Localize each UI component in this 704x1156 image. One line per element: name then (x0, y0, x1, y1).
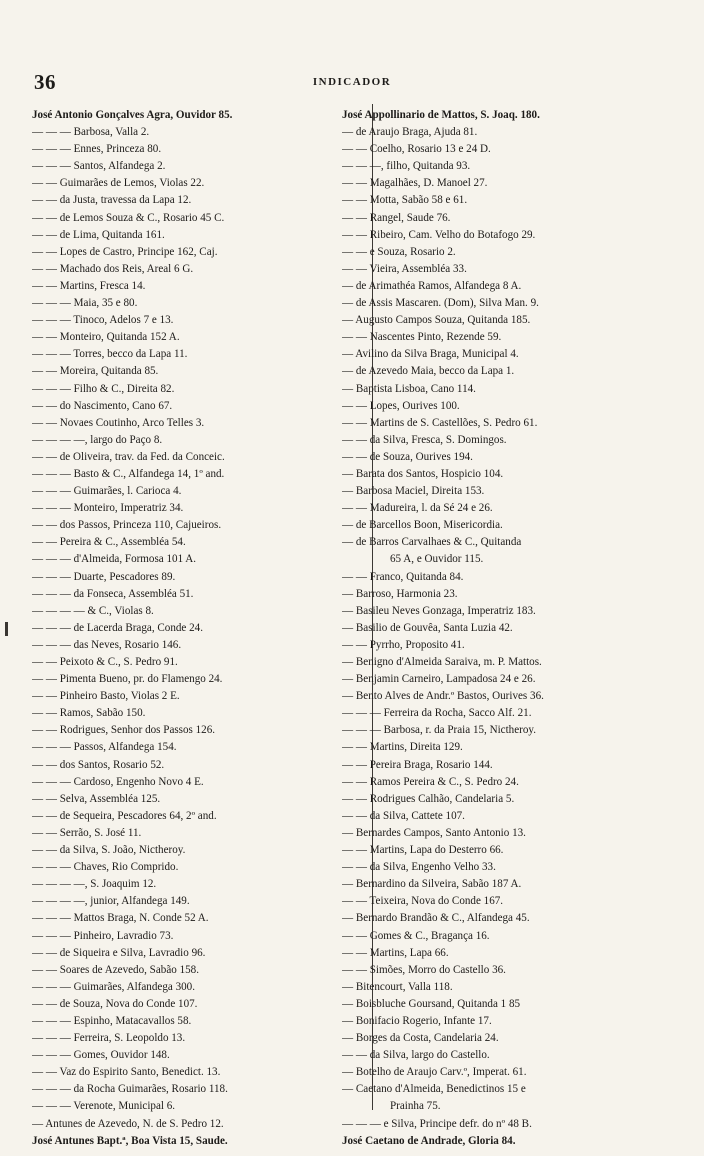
directory-entry: — — — Maia, 35 e 80. (32, 297, 138, 310)
directory-entry: — — da Silva, S. João, Nictheroy. (32, 844, 186, 857)
directory-entry: — — — de Lacerda Braga, Conde 24. (32, 621, 203, 634)
directory-entry: — Basileu Neves Gonzaga, Imperatriz 183. (342, 604, 536, 617)
directory-entry: — — — — & C., Violas 8. (32, 604, 154, 617)
directory-entry: — Bento Alves de Andr.º Bastos, Ourives 36. (342, 690, 544, 703)
directory-entry: — — — Torres, becco da Lapa 11. (32, 348, 188, 361)
directory-entry: — — — Ferreira, S. Leopoldo 13. (32, 1032, 186, 1045)
directory-entry: — — — da Rocha Guimarães, Rosario 118. (32, 1083, 228, 1096)
directory-entry: — — — das Neves, Rosario 146. (32, 638, 182, 651)
directory-entry: — — — Guimarães, Alfandega 300. (32, 980, 195, 993)
directory-entry: — Antunes de Azevedo, N. de S. Pedro 12. (32, 1117, 224, 1130)
directory-entry: — — Pimenta Bueno, pr. do Flamengo 24. (32, 673, 223, 686)
directory-entry: — — — Ferreira da Rocha, Sacco Alf. 21. (342, 707, 532, 720)
directory-entry: — — — Monteiro, Imperatriz 34. (32, 502, 184, 515)
directory-entry: — — Martins, Lapa 66. (342, 946, 449, 959)
directory-entry: — — Pereira & C., Assembléa 54. (32, 536, 186, 549)
directory-entry: — — Rodrigues Calhão, Candelaria 5. (342, 792, 515, 805)
directory-entry: — — — Gomes, Ouvidor 148. (32, 1049, 170, 1062)
directory-entry: — — — Tinoco, Adelos 7 e 13. (32, 314, 174, 327)
directory-entry: — — Coelho, Rosario 13 e 24 D. (342, 143, 491, 156)
directory-entry: — de Azevedo Maia, becco da Lapa 1. (342, 365, 515, 378)
directory-entry: — Avilino da Silva Braga, Municipal 4. (342, 348, 519, 361)
directory-entry: — — dos Santos, Rosario 52. (32, 758, 165, 771)
page-number: 36 (34, 70, 56, 94)
directory-entry: — Barbosa Maciel, Direita 153. (342, 485, 485, 498)
directory-entry: — de Barros Carvalhaes & C., Quitanda (342, 536, 522, 549)
directory-entry: — — Moreira, Quitanda 85. (32, 365, 159, 378)
directory-entry: — — da Silva, largo do Castello. (342, 1049, 490, 1062)
directory-entry: — — Gomes & C., Bragança 16. (342, 929, 490, 942)
directory-entry: José Antonio Gonçalves Agra, Ouvidor 85. (32, 109, 233, 121)
directory-entry: — — —, filho, Quitanda 93. (342, 160, 471, 173)
directory-entry: — — Ribeiro, Cam. Velho do Botafogo 29. (342, 228, 536, 241)
directory-entry: — — do Nascimento, Cano 67. (32, 399, 173, 412)
directory-entry: — — — e Silva, Principe defr. do nº 48 B. (342, 1117, 532, 1130)
directory-entry: — — Peixoto & C., S. Pedro 91. (32, 656, 178, 668)
directory-entry: — — — Santos, Alfandega 2. (32, 160, 166, 173)
directory-entry: — Boisbluche Goursand, Quitanda 1 85 (342, 997, 521, 1010)
directory-entry: — — — da Fonseca, Assembléa 51. (32, 587, 194, 600)
directory-entry: — — de Siqueira e Silva, Lavradio 96. (32, 946, 206, 959)
directory-entry: — — Vaz do Espirito Santo, Benedict. 13. (32, 1066, 221, 1079)
directory-entry: — — da Justa, travessa da Lapa 12. (32, 194, 192, 207)
directory-entry: — — e Souza, Rosario 2. (342, 245, 456, 258)
directory-entry: — — — Barbosa, Valla 2. (32, 126, 150, 139)
directory-entry: — — — Filho & C., Direita 82. (32, 382, 175, 395)
directory-entry: — — Novaes Coutinho, Arco Telles 3. (32, 416, 205, 429)
directory-entry: — — Monteiro, Quitanda 152 A. (32, 331, 180, 344)
directory-entry: José Appollinario de Mattos, S. Joaq. 180. (342, 109, 540, 121)
directory-entry: — Botelho de Araujo Carv.º, Imperat. 61. (342, 1066, 527, 1079)
directory-entry: — Bitencourt, Valla 118. (342, 980, 453, 993)
directory-entry: — — — Barbosa, r. da Praia 15, Nictheroy. (342, 724, 536, 737)
directory-entry: — — — d'Almeida, Formosa 101 A. (32, 553, 197, 566)
directory-entry: — — Teixeira, Nova do Conde 167. (342, 895, 504, 908)
directory-entry: — de Arimathéa Ramos, Alfandega 8 A. (342, 279, 522, 292)
directory-entry: — Bernardino da Silveira, Sabão 187 A. (342, 878, 522, 891)
right-column (342, 107, 700, 1150)
directory-entry: — — Rodrigues, Senhor dos Passos 126. (32, 724, 216, 737)
directory-entry: — — da Silva, Fresca, S. Domingos. (342, 433, 507, 446)
directory-entry: — — Lopes, Ourives 100. (342, 399, 460, 412)
directory-entry: — — — Verenote, Municipal 6. (32, 1100, 176, 1113)
directory-entry: — — — Cardoso, Engenho Novo 4 E. (32, 775, 204, 788)
directory-entry: — Bernardes Campos, Santo Antonio 13. (342, 826, 526, 839)
directory-entry: — — — Ennes, Princeza 80. (32, 143, 162, 156)
directory-entry: — — Martins, Fresca 14. (32, 279, 146, 292)
directory-entry: — — Motta, Sabão 58 e 61. (342, 194, 468, 207)
directory-entry: — — Ramos Pereira & C., S. Pedro 24. (342, 775, 519, 788)
directory-entry: — — Martins de S. Castellões, S. Pedro 61. (342, 416, 538, 429)
directory-entry: — — Pinheiro Basto, Violas 2 E. (32, 690, 180, 703)
directory-entry: — — — —, junior, Alfandega 149. (32, 895, 190, 908)
directory-entry: — Bonifacio Rogerio, Infante 17. (342, 1014, 492, 1027)
directory-entry: — Bernardo Brandão & C., Alfandega 45. (342, 912, 530, 925)
directory-entry: — — Nascentes Pinto, Rezende 59. (342, 331, 502, 344)
directory-entry: — — de Souza, Ourives 194. (342, 450, 473, 463)
directory-entry: — — — Mattos Braga, N. Conde 52 A. (32, 912, 209, 925)
directory-entry: — — Martins, Direita 129. (342, 741, 463, 754)
directory-entry: — Barata dos Santos, Hospicio 104. (342, 467, 504, 480)
directory-entry: — Basilio de Gouvêa, Santa Luzia 42. (342, 621, 513, 634)
margin-mark (5, 622, 8, 636)
directory-entry: — — Machado dos Reis, Areal 6 G. (32, 262, 194, 275)
directory-entry: — — — Espinho, Matacavallos 58. (32, 1014, 192, 1027)
directory-entry: — — Magalhães, D. Manoel 27. (342, 177, 488, 190)
directory-entry: — Caetano d'Almeida, Benedictinos 15 e (342, 1083, 526, 1096)
directory-entry: — — Madureira, l. da Sé 24 e 26. (342, 502, 493, 515)
directory-entry: — — da Silva, Engenho Velho 33. (342, 861, 496, 874)
directory-entry: — — Franco, Quitanda 84. (342, 570, 464, 583)
directory-entry: — — Pereira Braga, Rosario 144. (342, 758, 493, 771)
directory-entry: — — de Souza, Nova do Conde 107. (32, 997, 198, 1010)
directory-entry: — — — Guimarães, l. Carioca 4. (32, 485, 182, 498)
directory-entry: — de Araujo Braga, Ajuda 81. (342, 126, 478, 139)
directory-entry: — — — —, largo do Paço 8. (32, 433, 163, 446)
directory-entry: — — de Oliveira, trav. da Fed. da Conceic. (32, 450, 225, 463)
directory-entry: — — da Silva, Cattete 107. (342, 809, 465, 822)
directory-entry: — — Rangel, Saude 76. (342, 211, 451, 224)
directory-entry: — de Barcellos Boon, Misericordia. (342, 519, 503, 532)
directory-entry: — de Assis Mascaren. (Dom), Silva Man. 9. (342, 297, 539, 310)
directory-entry: — Borges da Costa, Candelaria 24. (342, 1032, 499, 1045)
directory-entry: — — Ramos, Sabão 150. (32, 707, 146, 720)
directory-entry: — — Soares de Azevedo, Sabão 158. (32, 963, 199, 976)
left-column (32, 107, 372, 1150)
directory-entry: — — dos Passos, Princeza 110, Cajueiros. (32, 519, 222, 532)
directory-entry: — — Martins, Lapa do Desterro 66. (342, 844, 504, 857)
directory-entry: — Benjamin Carneiro, Lampadosa 24 e 26. (342, 673, 536, 686)
directory-entry: — — — Pinheiro, Lavradio 73. (32, 929, 174, 942)
running-title: INDICADOR (312, 76, 392, 88)
directory-entry: José Caetano de Andrade, Gloria 84. (342, 1134, 516, 1147)
directory-entry: — — — Duarte, Pescadores 89. (32, 570, 176, 583)
directory-entry: — — Pyrrho, Proposito 41. (342, 638, 465, 651)
directory-entry: — — Selva, Assembléa 125. (32, 792, 161, 805)
directory-entry: — — de Lima, Quitanda 161. (32, 228, 165, 241)
directory-entry: — — — Basto & C., Alfandega 14, 1º and. (32, 467, 225, 480)
directory-entry: — Baptista Lisboa, Cano 114. (342, 382, 476, 395)
directory-entry: — — Serrão, S. José 11. (32, 826, 142, 839)
directory-entry: — — Simões, Morro do Castello 36. (342, 963, 506, 976)
directory-entry: — Augusto Campos Souza, Quitanda 185. (342, 314, 531, 327)
directory-entry: — — — —, S. Joaquim 12. (32, 878, 157, 891)
directory-entry: — — Vieira, Assembléa 33. (342, 262, 467, 275)
directory-entry: — — de Sequeira, Pescadores 64, 2º and. (32, 809, 217, 822)
directory-entry: — — — Chaves, Rio Comprido. (32, 861, 179, 874)
directory-entry: — Benigno d'Almeida Saraiva, m. P. Mattos. (342, 656, 542, 668)
directory-entry: — — Guimarães de Lemos, Violas 22. (32, 177, 205, 190)
directory-entry: 65 A, e Ouvidor 115. (390, 553, 484, 566)
directory-entry: — — — Passos, Alfandega 154. (32, 741, 177, 754)
directory-entry: — Barroso, Harmonia 23. (342, 587, 458, 600)
directory-entry: — — de Lemos Souza & C., Rosario 45 C. (32, 211, 225, 224)
directory-entry: — — Lopes de Castro, Principe 162, Caj. (32, 245, 218, 258)
directory-entry: Prainha 75. (390, 1100, 441, 1113)
directory-entry: José Antunes Bapt.ª, Boa Vista 15, Saude. (32, 1134, 228, 1147)
